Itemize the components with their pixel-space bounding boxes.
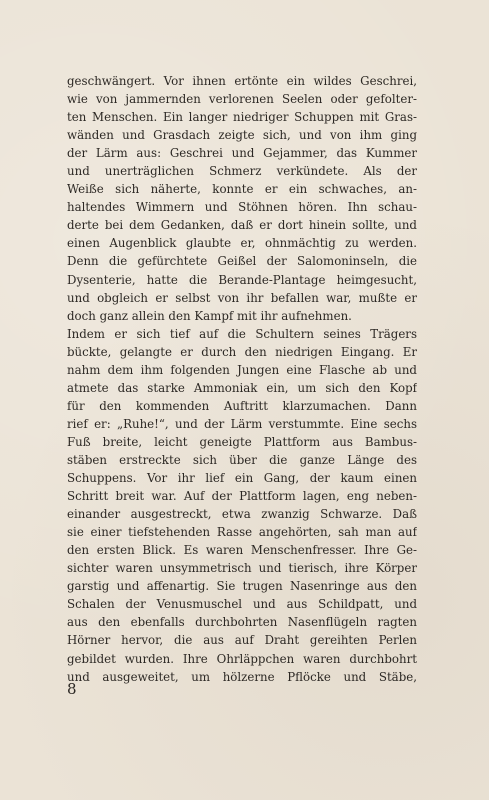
text-line: nahm dem ihm folgenden Jungen eine Flasche ab und xyxy=(67,362,417,377)
text-line: gebildet wurden. Ihre Ohrläppchen waren durchbohrt xyxy=(67,651,417,666)
text-line: einen Augenblick glaubte er, ohnmächtig zu werden. xyxy=(67,236,417,251)
text-line: ten Menschen. Ein langer niedriger Schuppen mit Gras- xyxy=(67,110,417,125)
text-line: und unerträglichen Schmerz verkündete. Als der xyxy=(67,164,417,179)
text-line: rief er: „Ruhe!“, und der Lärm verstummte. Eine sechs xyxy=(67,416,417,431)
body-text xyxy=(67,72,417,686)
text-line: doch ganz allein den Kampf mit ihr aufnehmen. xyxy=(67,308,352,323)
text-line: Hörner hervor, die aus auf Draht gereihten Perlen xyxy=(67,633,417,648)
text-line: wie von jammernden verlorenen Seelen oder gefolter- xyxy=(67,92,417,107)
text-line: Dysenterie, hatte die Berande-Plantage heimgesucht, xyxy=(67,272,417,287)
text-line: atmete das starke Ammoniak ein, um sich den Kopf xyxy=(67,380,417,395)
text-line: stäben erstreckte sich über die ganze Länge des xyxy=(67,452,417,467)
text-line: Indem er sich tief auf die Schultern seines Trägers xyxy=(67,326,417,341)
text-line: der Lärm aus: Geschrei und Gejammer, das Kummer xyxy=(67,146,417,161)
text-line: sichter waren unsymmetrisch und tierisch, ihre Körper xyxy=(67,561,417,576)
text-line: aus den ebenfalls durchbohrten Nasenflügeln ragten xyxy=(67,615,417,630)
text-line: derte bei dem Gedanken, daß er dort hinein sollte, und xyxy=(67,218,417,233)
text-line: Denn die gefürchtete Geißel der Salomoninseln, die xyxy=(67,254,417,269)
text-line: Schritt breit war. Auf der Plattform lagen, eng neben- xyxy=(67,489,417,504)
text-line: sie einer tiefstehenden Rasse angehörten, sah man auf xyxy=(67,525,417,540)
text-line: geschwängert. Vor ihnen ertönte ein wildes Geschrei, xyxy=(67,74,417,88)
page-number: 8 xyxy=(67,680,77,698)
text-line: Fuß breite, leicht geneigte Plattform aus Bambus- xyxy=(67,434,417,449)
text-line: bückte, gelangte er durch den niedrigen Eingang. Er xyxy=(67,344,417,359)
text-line: Schuppens. Vor ihr lief ein Gang, der kaum einen xyxy=(67,471,417,486)
text-line: garstig und affenartig. Sie trugen Nasenringe aus den xyxy=(67,579,417,594)
text-line: Weiße sich näherte, konnte er ein schwaches, an- xyxy=(67,182,417,197)
text-line: wänden und Grasdach zeigte sich, und von ihm ging xyxy=(67,128,417,143)
text-line: und obgleich er selbst von ihr befallen war, mußte er xyxy=(67,290,417,305)
text-line: haltendes Wimmern und Stöhnen hören. Ihn schau- xyxy=(67,200,417,215)
text-line: für den kommenden Auftritt klarzumachen. Dann xyxy=(67,398,417,413)
text-line: einander ausgestreckt, etwa zwanzig Schwarze. Daß xyxy=(67,507,417,522)
text-line: und ausgeweitet, um hölzerne Pflöcke und Stäbe, xyxy=(67,669,417,684)
text-line: den ersten Blick. Es waren Menschenfresser. Ihre Ge- xyxy=(67,543,417,558)
text-line: Schalen der Venusmuschel und aus Schildpatt, und xyxy=(67,597,417,612)
